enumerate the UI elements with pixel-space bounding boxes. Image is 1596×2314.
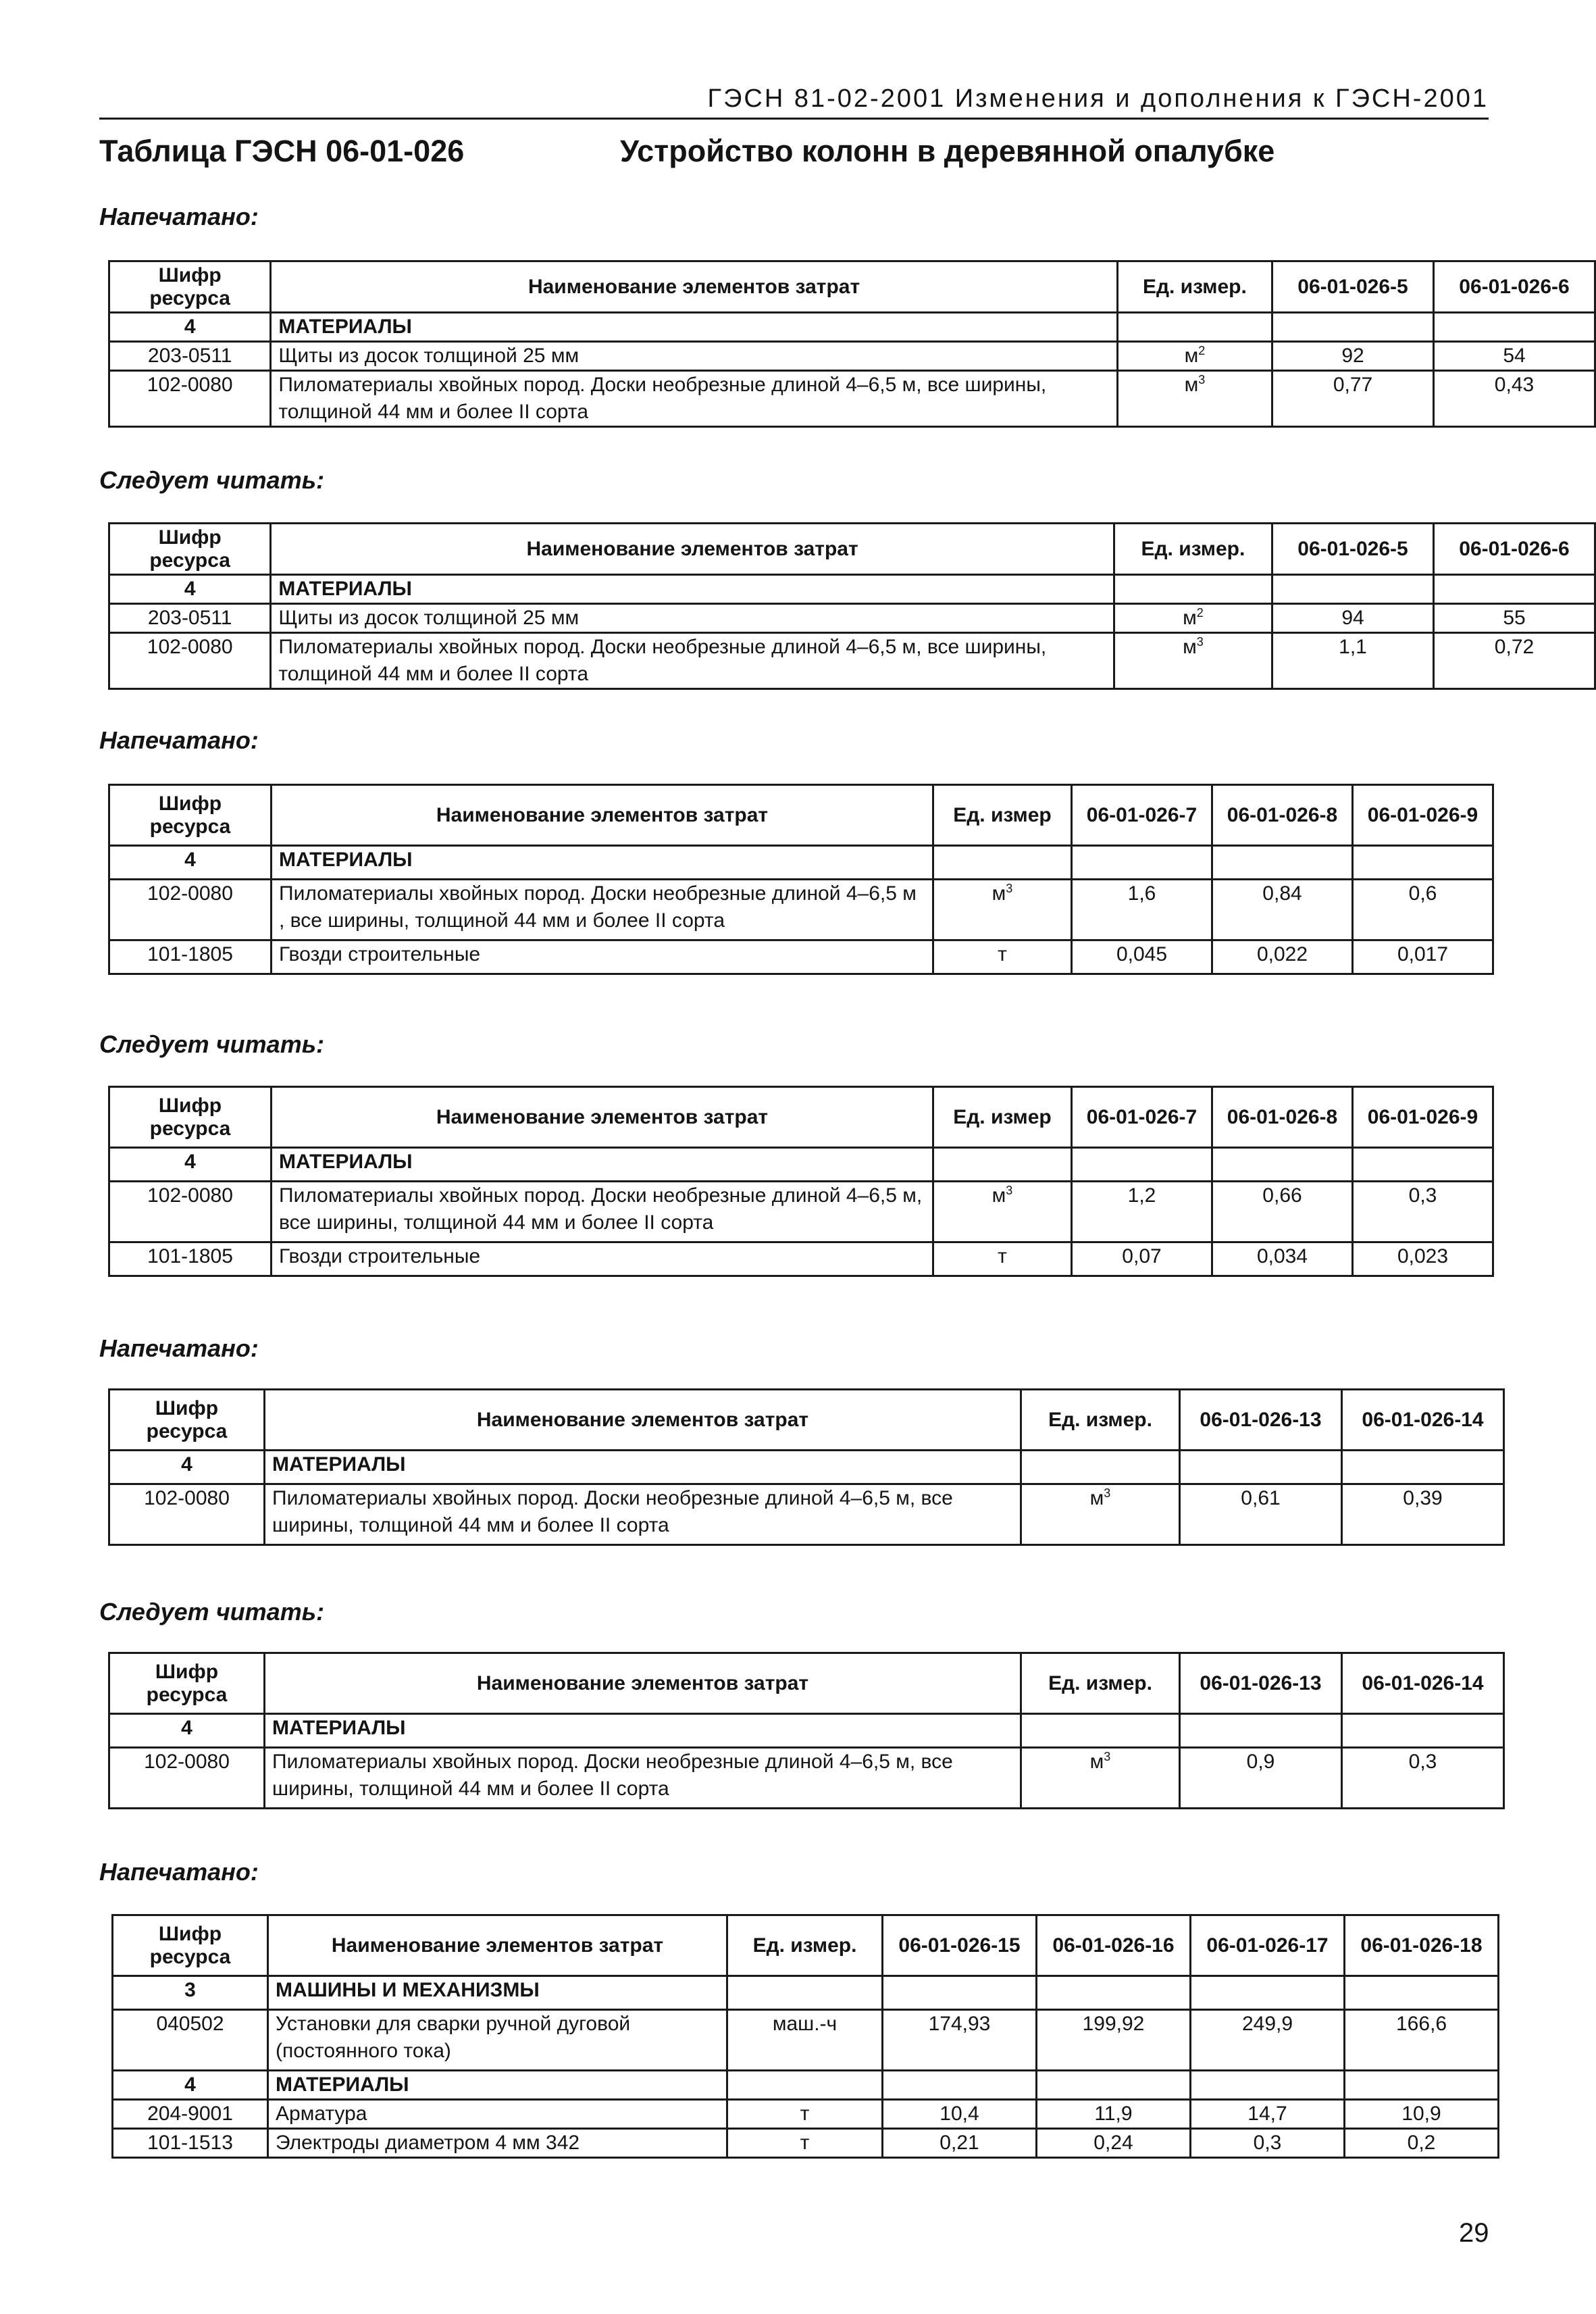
column-header-norm-code: 06-01-026-9 — [1353, 785, 1493, 846]
running-header: ГЭСН 81-02-2001 Изменения и дополнения к ГЭСН-2001 — [99, 80, 1489, 120]
norm-value: 166,6 — [1345, 2010, 1499, 2071]
cost-table — [108, 1086, 1494, 1277]
unit-cell — [933, 1148, 1072, 1182]
table-row — [109, 1451, 1504, 1484]
norm-value: 0,3 — [1342, 1748, 1504, 1809]
section-label: Следует читать: — [99, 1598, 325, 1626]
resource-code: 4 — [109, 1148, 272, 1182]
cost-element-name: Гвозди строительные — [272, 940, 933, 974]
unit-cell: $м^3$ — [933, 880, 1072, 940]
norm-value: 55 — [1434, 604, 1595, 633]
cost-element-name: Пиломатериалы хвойных пород. Доски необрезные длиной 4–6,5 м, все ширины, толщиной 44 мм и более II сорта — [271, 371, 1117, 427]
cost-element-name: Щиты из досок толщиной 25 мм — [271, 342, 1117, 371]
table-id: Таблица ГЭСН 06-01-026 — [99, 134, 465, 168]
column-header-code-line1: Шифр — [158, 526, 222, 549]
norm-value — [1191, 2071, 1345, 2100]
norm-value: 0,84 — [1212, 880, 1353, 940]
column-header-code-line2: ресурса — [149, 815, 231, 838]
column-header-code — [109, 1087, 272, 1148]
column-header-norm-code: 06-01-026-13 — [1180, 1390, 1342, 1451]
column-header-code-line1: Шифр — [155, 1660, 219, 1683]
column-header-code — [109, 524, 271, 575]
cost-element-name: Щиты из досок толщиной 25 мм — [271, 604, 1114, 633]
norm-value — [1180, 1451, 1342, 1484]
norm-value: 174,93 — [883, 2010, 1037, 2071]
resource-code: 102-0080 — [109, 880, 272, 940]
cost-element-name: Электроды диаметром 4 мм 342 — [268, 2129, 727, 2158]
unit-cell: т — [933, 940, 1072, 974]
norm-value — [1434, 575, 1595, 604]
norm-value — [1345, 1976, 1499, 2010]
column-header-name: Наименование элементов затрат — [272, 785, 933, 846]
cost-element-name: МАТЕРИАЛЫ — [265, 1714, 1021, 1748]
resource-code: 102-0080 — [109, 1748, 265, 1809]
table-row — [109, 1484, 1504, 1545]
norm-value: 0,66 — [1212, 1182, 1353, 1242]
cost-element-name: Пиломатериалы хвойных пород. Доски необрезные длиной 4–6,5 м, все ширины, толщиной 44 мм и более II сорта — [265, 1484, 1021, 1545]
norm-value: 14,7 — [1191, 2100, 1345, 2129]
cost-table — [108, 784, 1494, 975]
section-label: Напечатано: — [99, 203, 259, 230]
table-row — [109, 575, 1595, 604]
column-header-code-line1: Шифр — [158, 1094, 222, 1117]
cost-element-name: МАШИНЫ И МЕХАНИЗМЫ — [268, 1976, 727, 2010]
cost-table — [108, 1388, 1505, 1546]
table-row — [109, 940, 1493, 974]
column-header-norm-code: 06-01-026-5 — [1272, 524, 1434, 575]
column-header-norm-code: 06-01-026-6 — [1434, 524, 1595, 575]
cost-table — [108, 522, 1596, 690]
unit-exponent: 2 — [1198, 344, 1206, 357]
resource-code: 204-9001 — [113, 2100, 268, 2129]
norm-value: 249,9 — [1191, 2010, 1345, 2071]
table-row — [113, 1976, 1499, 2010]
table-row — [109, 1714, 1504, 1748]
unit-cell: т — [727, 2129, 883, 2158]
column-header-code-line1: Шифр — [158, 792, 222, 815]
norm-value — [1037, 2071, 1191, 2100]
column-header-code-line2: ресурса — [149, 1945, 231, 1968]
cost-element-name: МАТЕРИАЛЫ — [272, 1148, 933, 1182]
column-header-code-line2: ресурса — [146, 1419, 228, 1442]
unit-cell: $м^2$ — [1117, 342, 1272, 371]
norm-value: 94 — [1272, 604, 1434, 633]
column-header-code-line2: ресурса — [149, 286, 230, 309]
column-header-norm-code: 06-01-026-18 — [1345, 1915, 1499, 1976]
norm-value — [883, 2071, 1037, 2100]
unit-cell — [1021, 1451, 1180, 1484]
column-header-code-line1: Шифр — [158, 1922, 222, 1945]
norm-value — [1072, 1148, 1212, 1182]
norm-value: 0,77 — [1272, 371, 1434, 427]
unit-exponent: 3 — [1196, 635, 1204, 649]
column-header-norm-code: 06-01-026-7 — [1072, 1087, 1212, 1148]
column-header-unit: Ед. измер — [933, 785, 1072, 846]
unit-exponent: 3 — [1104, 1750, 1111, 1763]
norm-value — [1434, 313, 1595, 342]
cost-element-name: МАТЕРИАЛЫ — [271, 575, 1114, 604]
header-row — [113, 1915, 1499, 1976]
table-row — [109, 846, 1493, 880]
column-header-norm-code: 06-01-026-13 — [1180, 1653, 1342, 1714]
column-header-norm-code: 06-01-026-17 — [1191, 1915, 1345, 1976]
norm-value: 54 — [1434, 342, 1595, 371]
norm-value: 0,045 — [1072, 940, 1212, 974]
column-header-code-line1: Шифр — [155, 1397, 219, 1419]
norm-value: 0,72 — [1434, 633, 1595, 689]
unit-cell — [1117, 313, 1272, 342]
column-header-name: Наименование элементов затрат — [265, 1653, 1021, 1714]
section-label: Следует читать: — [99, 1030, 325, 1058]
column-header-unit: Ед. измер. — [1117, 261, 1272, 313]
table-row — [113, 2010, 1499, 2071]
resource-code: 203-0511 — [109, 604, 271, 633]
cost-element-name: Гвозди строительные — [272, 1242, 933, 1276]
norm-value: 0,017 — [1353, 940, 1493, 974]
cost-element-name: Пиломатериалы хвойных пород. Доски необрезные длиной 4–6,5 м , все ширины, толщиной 44 мм и более II сорта — [272, 880, 933, 940]
column-header-code — [113, 1915, 268, 1976]
cost-element-name: МАТЕРИАЛЫ — [265, 1451, 1021, 1484]
table-row — [109, 371, 1595, 427]
norm-value — [1272, 575, 1434, 604]
resource-code: 3 — [113, 1976, 268, 2010]
column-header-norm-code: 06-01-026-15 — [883, 1915, 1037, 1976]
norm-value: 0,24 — [1037, 2129, 1191, 2158]
unit-exponent: 3 — [1104, 1486, 1111, 1500]
header-row — [109, 1653, 1504, 1714]
norm-value — [883, 1976, 1037, 2010]
norm-value — [1353, 1148, 1493, 1182]
header-row — [109, 1087, 1493, 1148]
column-header-name: Наименование элементов затрат — [265, 1390, 1021, 1451]
cost-element-name: МАТЕРИАЛЫ — [268, 2071, 727, 2100]
resource-code: 4 — [109, 1451, 265, 1484]
norm-value — [1212, 1148, 1353, 1182]
table-row — [109, 1748, 1504, 1809]
header-row — [109, 1390, 1504, 1451]
resource-code: 4 — [109, 1714, 265, 1748]
norm-value: 10,4 — [883, 2100, 1037, 2129]
table-row — [113, 2100, 1499, 2129]
cost-table — [108, 1652, 1505, 1809]
column-header-code-line2: ресурса — [149, 1117, 231, 1140]
unit-cell: $м^3$ — [933, 1182, 1072, 1242]
table-row — [109, 1242, 1493, 1276]
unit-exponent: 3 — [1006, 1184, 1013, 1197]
column-header-norm-code: 06-01-026-7 — [1072, 785, 1212, 846]
column-header-norm-code: 06-01-026-16 — [1037, 1915, 1191, 1976]
resource-code: 102-0080 — [109, 633, 271, 689]
unit-cell — [933, 846, 1072, 880]
table-row — [109, 880, 1493, 940]
page-number: 29 — [1459, 2218, 1489, 2248]
header-row — [109, 524, 1595, 575]
unit-exponent: 3 — [1006, 882, 1013, 895]
column-header-norm-code: 06-01-026-6 — [1434, 261, 1595, 313]
norm-value: 0,3 — [1191, 2129, 1345, 2158]
norm-value — [1272, 313, 1434, 342]
header-row — [109, 261, 1595, 313]
column-header-unit: Ед. измер. — [1114, 524, 1272, 575]
column-header-name: Наименование элементов затрат — [271, 524, 1114, 575]
section-label: Напечатано: — [99, 1334, 259, 1362]
table-row — [109, 342, 1595, 371]
unit-cell — [727, 2071, 883, 2100]
unit-exponent: 2 — [1196, 606, 1204, 620]
section-label: Напечатано: — [99, 726, 259, 754]
table-row — [109, 1148, 1493, 1182]
norm-value — [1072, 846, 1212, 880]
norm-value: 0,61 — [1180, 1484, 1342, 1545]
norm-value: 11,9 — [1037, 2100, 1191, 2129]
section-label: Напечатано: — [99, 1858, 259, 1886]
cost-element-name: Пиломатериалы хвойных пород. Доски необрезные длиной 4–6,5 м, все ширины, толщиной 44 мм и более II сорта — [271, 633, 1114, 689]
column-header-code — [109, 1653, 265, 1714]
cost-table — [111, 1914, 1499, 2159]
norm-value: 0,023 — [1353, 1242, 1493, 1276]
norm-value: 0,6 — [1353, 880, 1493, 940]
column-header-name: Наименование элементов затрат — [272, 1087, 933, 1148]
norm-value: 0,022 — [1212, 940, 1353, 974]
column-header-code-line2: ресурса — [149, 549, 230, 572]
column-header-code-line2: ресурса — [146, 1683, 228, 1706]
column-header-norm-code: 06-01-026-8 — [1212, 785, 1353, 846]
norm-value — [1345, 2071, 1499, 2100]
cost-element-name: Пиломатериалы хвойных пород. Доски необрезные длиной 4–6,5 м, все ширины, толщиной 44 мм и более II сорта — [272, 1182, 933, 1242]
resource-code: 4 — [109, 846, 272, 880]
unit-cell — [1021, 1714, 1180, 1748]
norm-value: 199,92 — [1037, 2010, 1191, 2071]
column-header-unit: Ед. измер. — [1021, 1390, 1180, 1451]
resource-code: 101-1805 — [109, 940, 272, 974]
unit-cell — [1114, 575, 1272, 604]
cost-element-name: Пиломатериалы хвойных пород. Доски необрезные длиной 4–6,5 м, все ширины, толщиной 44 мм и более II сорта — [265, 1748, 1021, 1809]
column-header-name: Наименование элементов затрат — [271, 261, 1117, 313]
resource-code: 102-0080 — [109, 1484, 265, 1545]
norm-value — [1212, 846, 1353, 880]
unit-cell: $м^3$ — [1021, 1484, 1180, 1545]
cost-element-name: Установки для сварки ручной дуговой (постоянного тока) — [268, 2010, 727, 2071]
resource-code: 102-0080 — [109, 371, 271, 427]
table-row — [109, 604, 1595, 633]
column-header-code — [109, 261, 271, 313]
table-row — [109, 633, 1595, 689]
norm-value: 0,2 — [1345, 2129, 1499, 2158]
unit-cell — [727, 1976, 883, 2010]
resource-code: 101-1805 — [109, 1242, 272, 1276]
cost-table — [108, 260, 1596, 428]
resource-code: 4 — [113, 2071, 268, 2100]
norm-value — [1191, 1976, 1345, 2010]
table-title: Устройство колонн в деревянной опалубке — [620, 134, 1275, 168]
table-row — [109, 313, 1595, 342]
column-header-unit: Ед. измер. — [1021, 1653, 1180, 1714]
column-header-code-line1: Шифр — [158, 263, 222, 286]
resource-code: 101-1513 — [113, 2129, 268, 2158]
unit-exponent: 3 — [1198, 373, 1206, 386]
norm-value: 0,034 — [1212, 1242, 1353, 1276]
table-row — [109, 1182, 1493, 1242]
resource-code: 4 — [109, 575, 271, 604]
cost-element-name: Арматура — [268, 2100, 727, 2129]
norm-value — [1037, 1976, 1191, 2010]
column-header-norm-code: 06-01-026-8 — [1212, 1087, 1353, 1148]
unit-cell: $м^3$ — [1021, 1748, 1180, 1809]
header-row — [109, 785, 1493, 846]
norm-value: 1,6 — [1072, 880, 1212, 940]
resource-code: 203-0511 — [109, 342, 271, 371]
column-header-unit: Ед. измер. — [727, 1915, 883, 1976]
unit-cell: $м^2$ — [1114, 604, 1272, 633]
norm-value: 0,43 — [1434, 371, 1595, 427]
column-header-code — [109, 1390, 265, 1451]
unit-cell: $м^3$ — [1114, 633, 1272, 689]
column-header-name: Наименование элементов затрат — [268, 1915, 727, 1976]
norm-value — [1353, 846, 1493, 880]
column-header-norm-code: 06-01-026-14 — [1342, 1390, 1504, 1451]
norm-value: 0,07 — [1072, 1242, 1212, 1276]
resource-code: 040502 — [113, 2010, 268, 2071]
norm-value: 1,2 — [1072, 1182, 1212, 1242]
unit-cell: т — [727, 2100, 883, 2129]
section-label: Следует читать: — [99, 466, 325, 494]
norm-value: 1,1 — [1272, 633, 1434, 689]
table-row — [113, 2071, 1499, 2100]
column-header-norm-code: 06-01-026-14 — [1342, 1653, 1504, 1714]
resource-code: 102-0080 — [109, 1182, 272, 1242]
cost-element-name: МАТЕРИАЛЫ — [272, 846, 933, 880]
column-header-norm-code: 06-01-026-9 — [1353, 1087, 1493, 1148]
unit-cell: т — [933, 1242, 1072, 1276]
cost-element-name: МАТЕРИАЛЫ — [271, 313, 1117, 342]
norm-value: 0,3 — [1353, 1182, 1493, 1242]
resource-code: 4 — [109, 313, 271, 342]
table-row — [113, 2129, 1499, 2158]
column-header-norm-code: 06-01-026-5 — [1272, 261, 1434, 313]
unit-cell: $м^3$ — [1117, 371, 1272, 427]
norm-value: 92 — [1272, 342, 1434, 371]
norm-value: 10,9 — [1345, 2100, 1499, 2129]
norm-value — [1342, 1451, 1504, 1484]
norm-value: 0,39 — [1342, 1484, 1504, 1545]
norm-value — [1342, 1714, 1504, 1748]
norm-value: 0,9 — [1180, 1748, 1342, 1809]
norm-value — [1180, 1714, 1342, 1748]
column-header-unit: Ед. измер — [933, 1087, 1072, 1148]
unit-cell: маш.-ч — [727, 2010, 883, 2071]
norm-value: 0,21 — [883, 2129, 1037, 2158]
column-header-code — [109, 785, 272, 846]
